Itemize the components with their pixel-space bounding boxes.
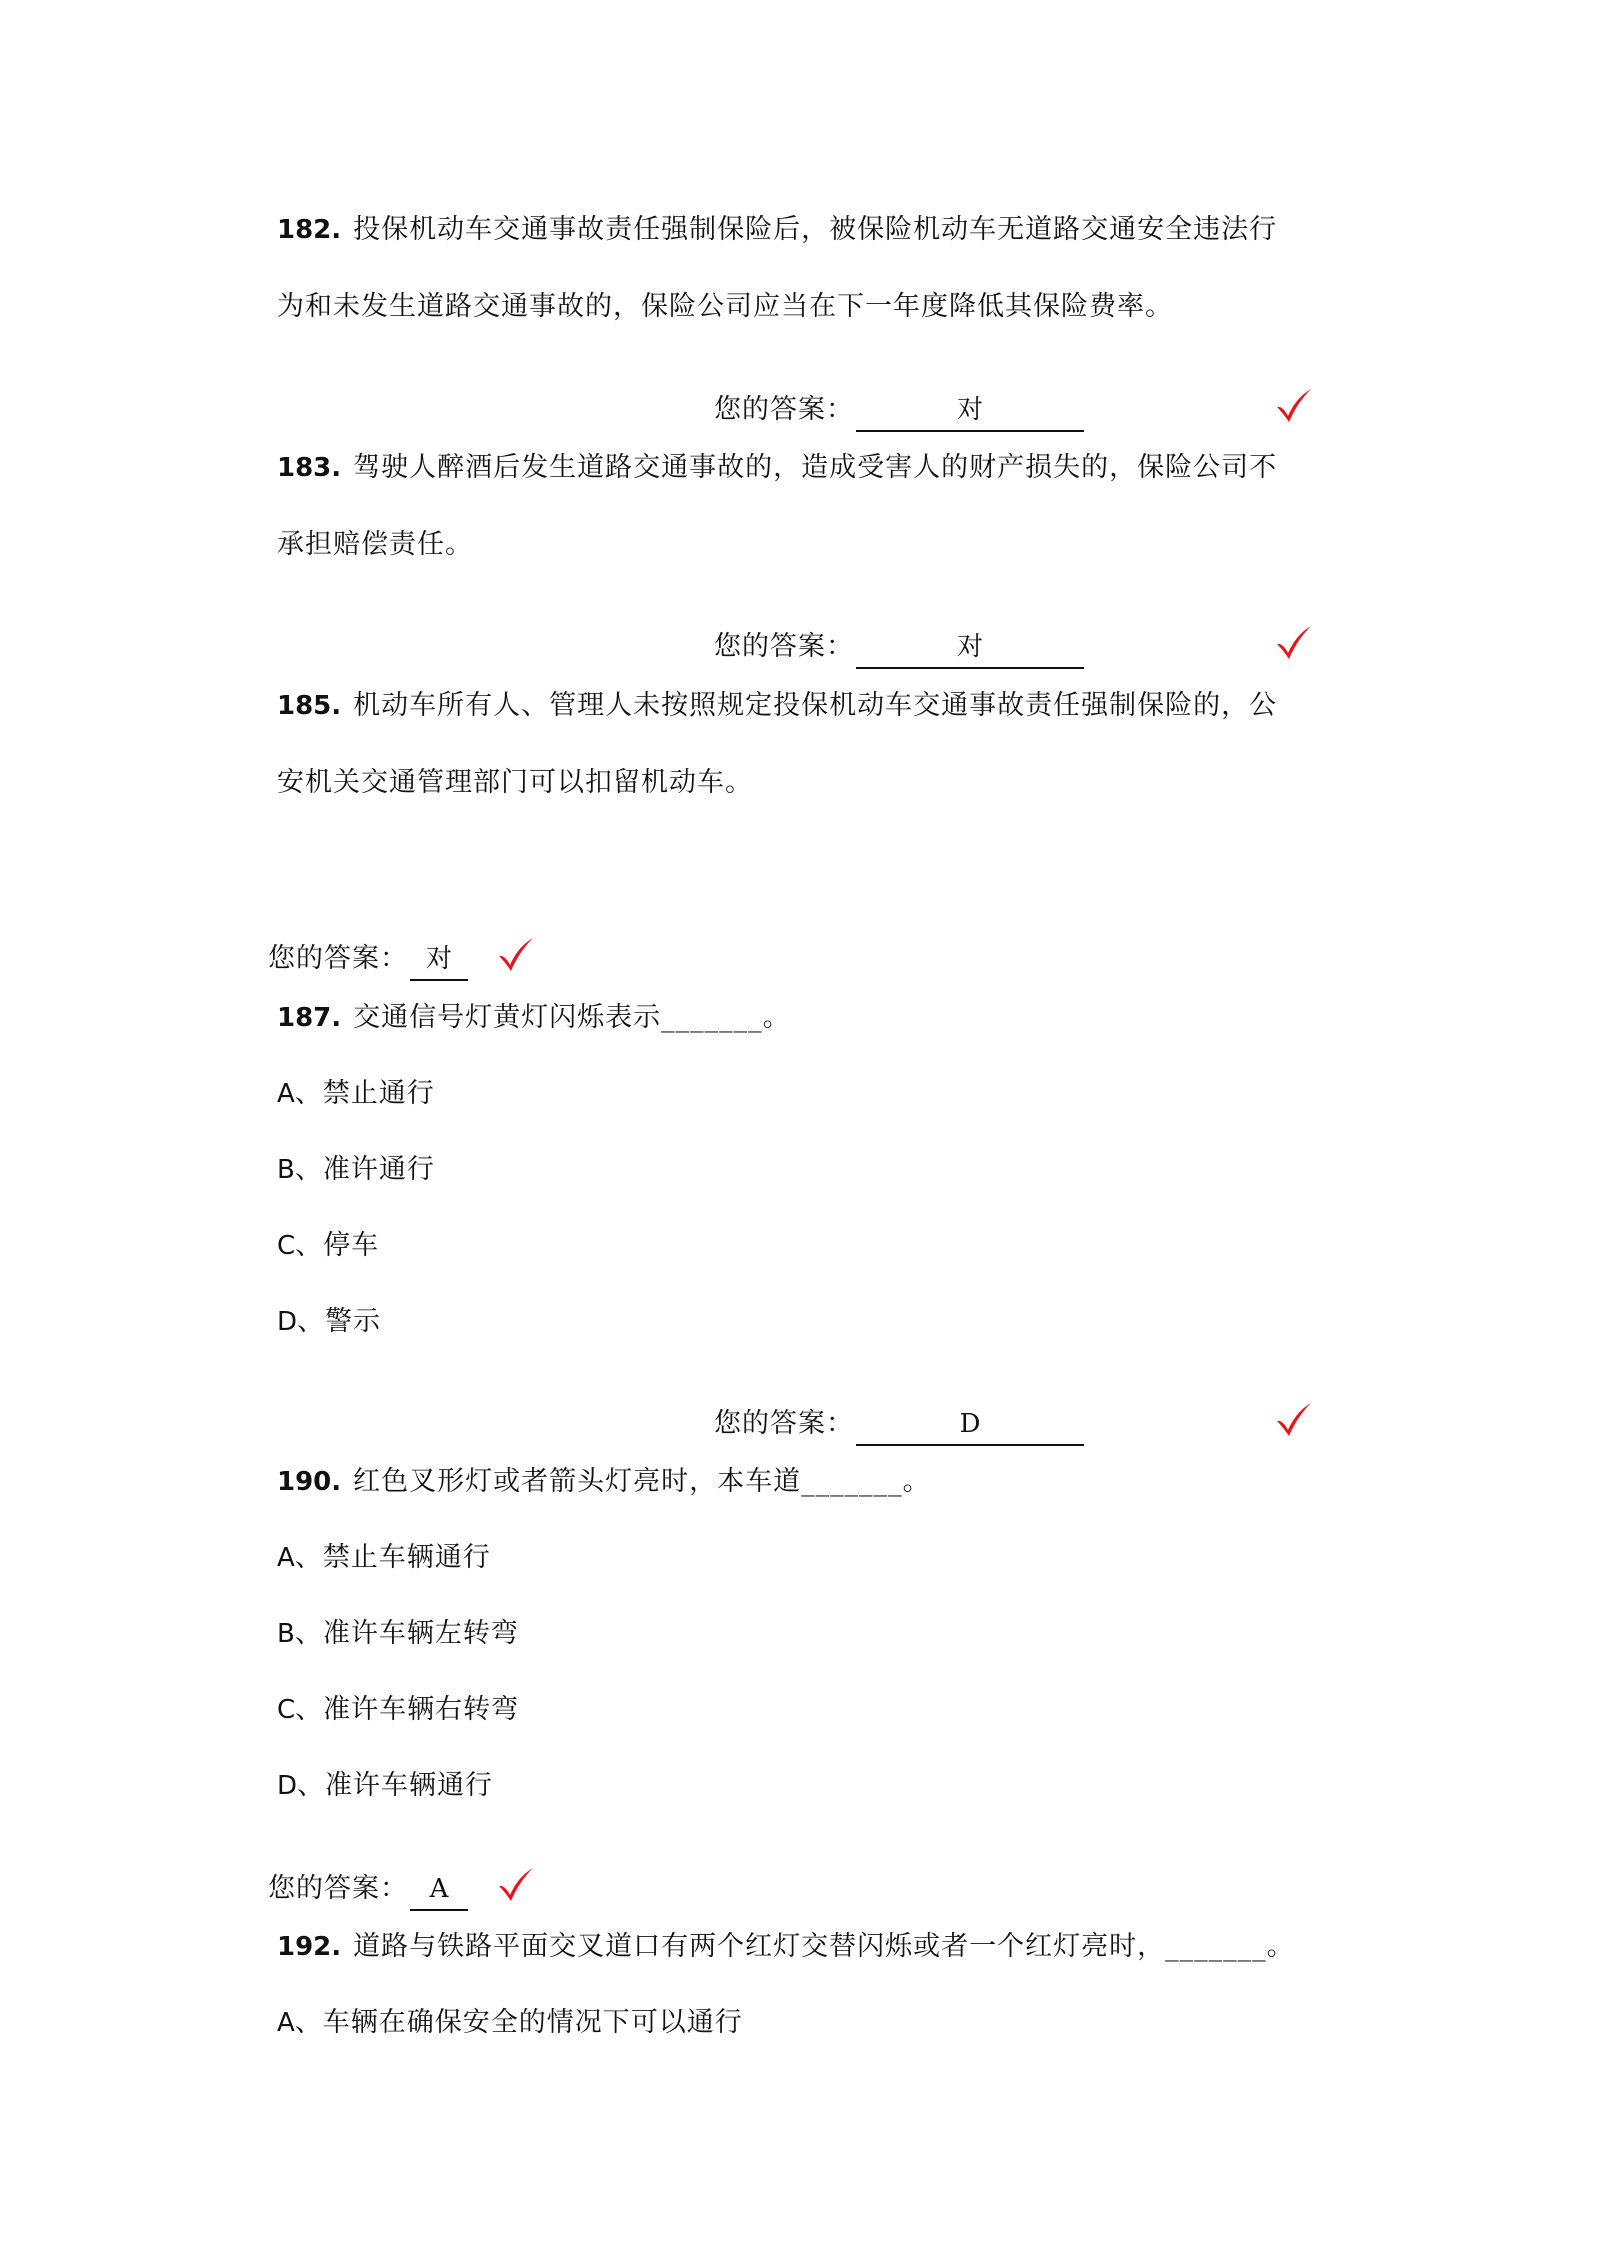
question-number: 192. [277,1932,342,1962]
question-number: 183. [277,453,342,483]
answer-value: 对 [856,392,1084,432]
answer-label: 您的答案： [268,943,408,974]
question-number: 185. [277,691,342,721]
question-185-line-1 [277,688,1277,724]
question-text: 投保机动车交通事故责任强制保险后，被保险机动车无道路交通安全违法行 [353,214,1278,245]
answer-label: 您的答案： [714,1408,854,1439]
option-a: A、禁止车辆通行 [277,1542,491,1573]
option-b: B、准许车辆左转弯 [277,1618,519,1649]
red-checkmark-icon [496,1865,536,1905]
answer-label: 您的答案： [268,1873,408,1904]
question-192 [277,1929,1295,1965]
option-c: C、停车 [277,1230,380,1261]
question-187 [277,1000,791,1036]
answer-label: 您的答案： [714,631,854,662]
question-182-line-2: 为和未发生道路交通事故的，保险公司应当在下一年度降低其保险费率。 [277,291,1173,322]
option-b: B、准许通行 [277,1154,435,1185]
option-a: A、车辆在确保安全的情况下可以通行 [277,2007,743,2038]
option-d: D、准许车辆通行 [277,1770,494,1801]
answer-value: 对 [856,629,1084,669]
red-checkmark-icon [1274,386,1314,426]
question-text: 交通信号灯黄灯闪烁表示_______。 [353,1002,791,1033]
question-text: 道路与铁路平面交叉道口有两个红灯交替闪烁或者一个红灯亮时，_______。 [353,1931,1295,1962]
red-checkmark-icon [1274,623,1314,663]
answer-value: D [856,1406,1084,1446]
answer-value: 对 [410,941,468,981]
question-182-line-1 [277,212,1277,248]
answer-label: 您的答案： [714,394,854,425]
red-checkmark-icon [496,935,536,975]
red-checkmark-icon [1274,1400,1314,1440]
question-number: 190. [277,1467,342,1497]
option-d: D、警示 [277,1306,382,1337]
option-c: C、准许车辆右转弯 [277,1694,520,1725]
question-text: 驾驶人醉酒后发生道路交通事故的，造成受害人的财产损失的，保险公司不 [353,452,1278,483]
question-number: 187. [277,1003,342,1033]
question-text: 机动车所有人、管理人未按照规定投保机动车交通事故责任强制保险的，公 [353,690,1278,721]
answer-value: A [410,1871,468,1911]
question-183-line-1 [277,450,1277,486]
question-183-line-2: 承担赔偿责任。 [277,529,473,560]
question-190 [277,1464,931,1500]
question-text: 红色叉形灯或者箭头灯亮时，本车道_______。 [353,1466,931,1497]
question-number: 182. [277,215,342,245]
question-185-line-2: 安机关交通管理部门可以扣留机动车。 [277,767,753,798]
option-a: A、禁止通行 [277,1078,435,1109]
